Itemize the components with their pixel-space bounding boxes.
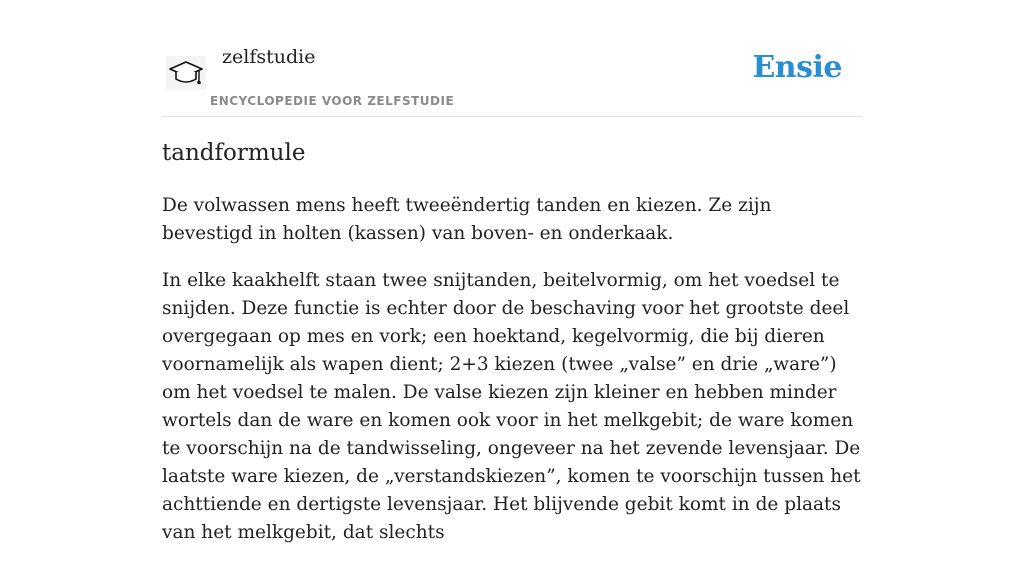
article-title: tandformule [162,140,306,166]
page [162,0,862,543]
site-tagline: ENCYCLOPEDIE VOOR ZELFSTUDIE [210,94,455,108]
article-paragraph: De volwassen mens heeft tweeëndertig tanden en kiezen. Ze zijn bevestigd in holten (kassen) van boven- en onderkaak. [162,195,772,244]
article-body [162,192,862,566]
graduation-cap-icon[interactable] [166,56,206,90]
site-name[interactable]: zelfstudie [222,46,316,68]
article-paragraph: In elke kaakhelft staan twee snijtanden, beitelvormig, om het voedsel te snijden. Deze functie is echter door de beschaving voor het grootste deel overgegaan op mes en vork; een hoektand, kegelvormig, die bij dieren voornamelijk als wapen dient; 2+3 kiezen (twee „valse” en drie „ware”) om het voedsel te malen. De valse kiezen zijn kleiner en hebben minder wortels dan de ware en komen ook voor in het melkgebit; de ware komen te voorschijn na de tandwisseling, ongeveer na het zevende levensjaar. De laatste ware kiezen, de „verstandskiezen”, komen te voorschijn tussen het achttiende en dertigste levensjaar. Het blijvende gebit komt in de plaats van het melkgebit, dat slechts [162,270,861,543]
brand-logo[interactable]: Ensie [752,50,842,85]
site-header [162,0,862,117]
